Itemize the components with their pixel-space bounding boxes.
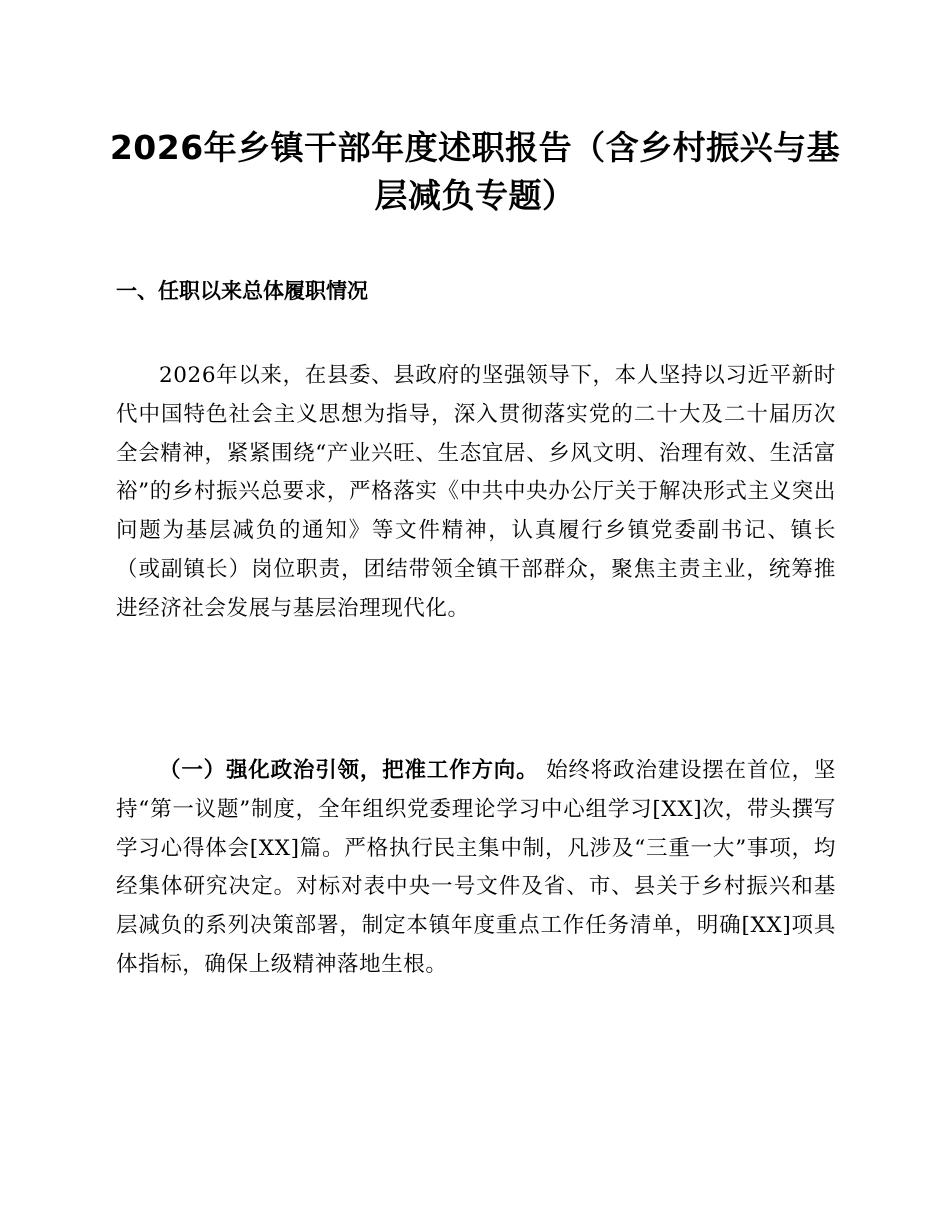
subsection-heading: （一）强化政治引领，把准工作方向。 (159, 758, 539, 783)
section-heading: 一、任职以来总体履职情况 (116, 279, 368, 303)
subsection-paragraph (116, 752, 836, 985)
document-title: 2026年乡镇干部年度述职报告（含乡村振兴与基层减负专题） (109, 128, 841, 215)
body-paragraph: 2026年以来，在县委、县政府的坚强领导下，本人坚持以习近平新时代中国特色社会主义思想为指导，深入贯彻落实党的二十大及二十届历次全会精神，紧紧围绕“产业兴旺、生态宜居、乡风文明、治理有效、生活富裕”的乡村振兴总要求，严格落实《中共中央办公厅关于解决形式主义突出问题为基层减负的通知》等文件精神，认真履行乡镇党委副书记、镇长（或副镇长）岗位职责，团结带领全镇干部群众，聚焦主责主业，统筹推进经济社会发展与基层治理现代化。 (116, 363, 836, 621)
subsection-text: 始终将政治建设摆在首位，坚持“第一议题”制度，全年组织党委理论学习中心组学习[XX]次，带头撰写学习心得体会[XX]篇。严格执行民主集中制，凡涉及“三重一大”事项，均经集体研究决定。对标对表中央一号文件及省、市、县关于乡村振兴和基层减负的系列决策部署，制定本镇年度重点工作任务清单，明确[XX]项具体指标，确保上级精神落地生根。 (116, 758, 836, 977)
